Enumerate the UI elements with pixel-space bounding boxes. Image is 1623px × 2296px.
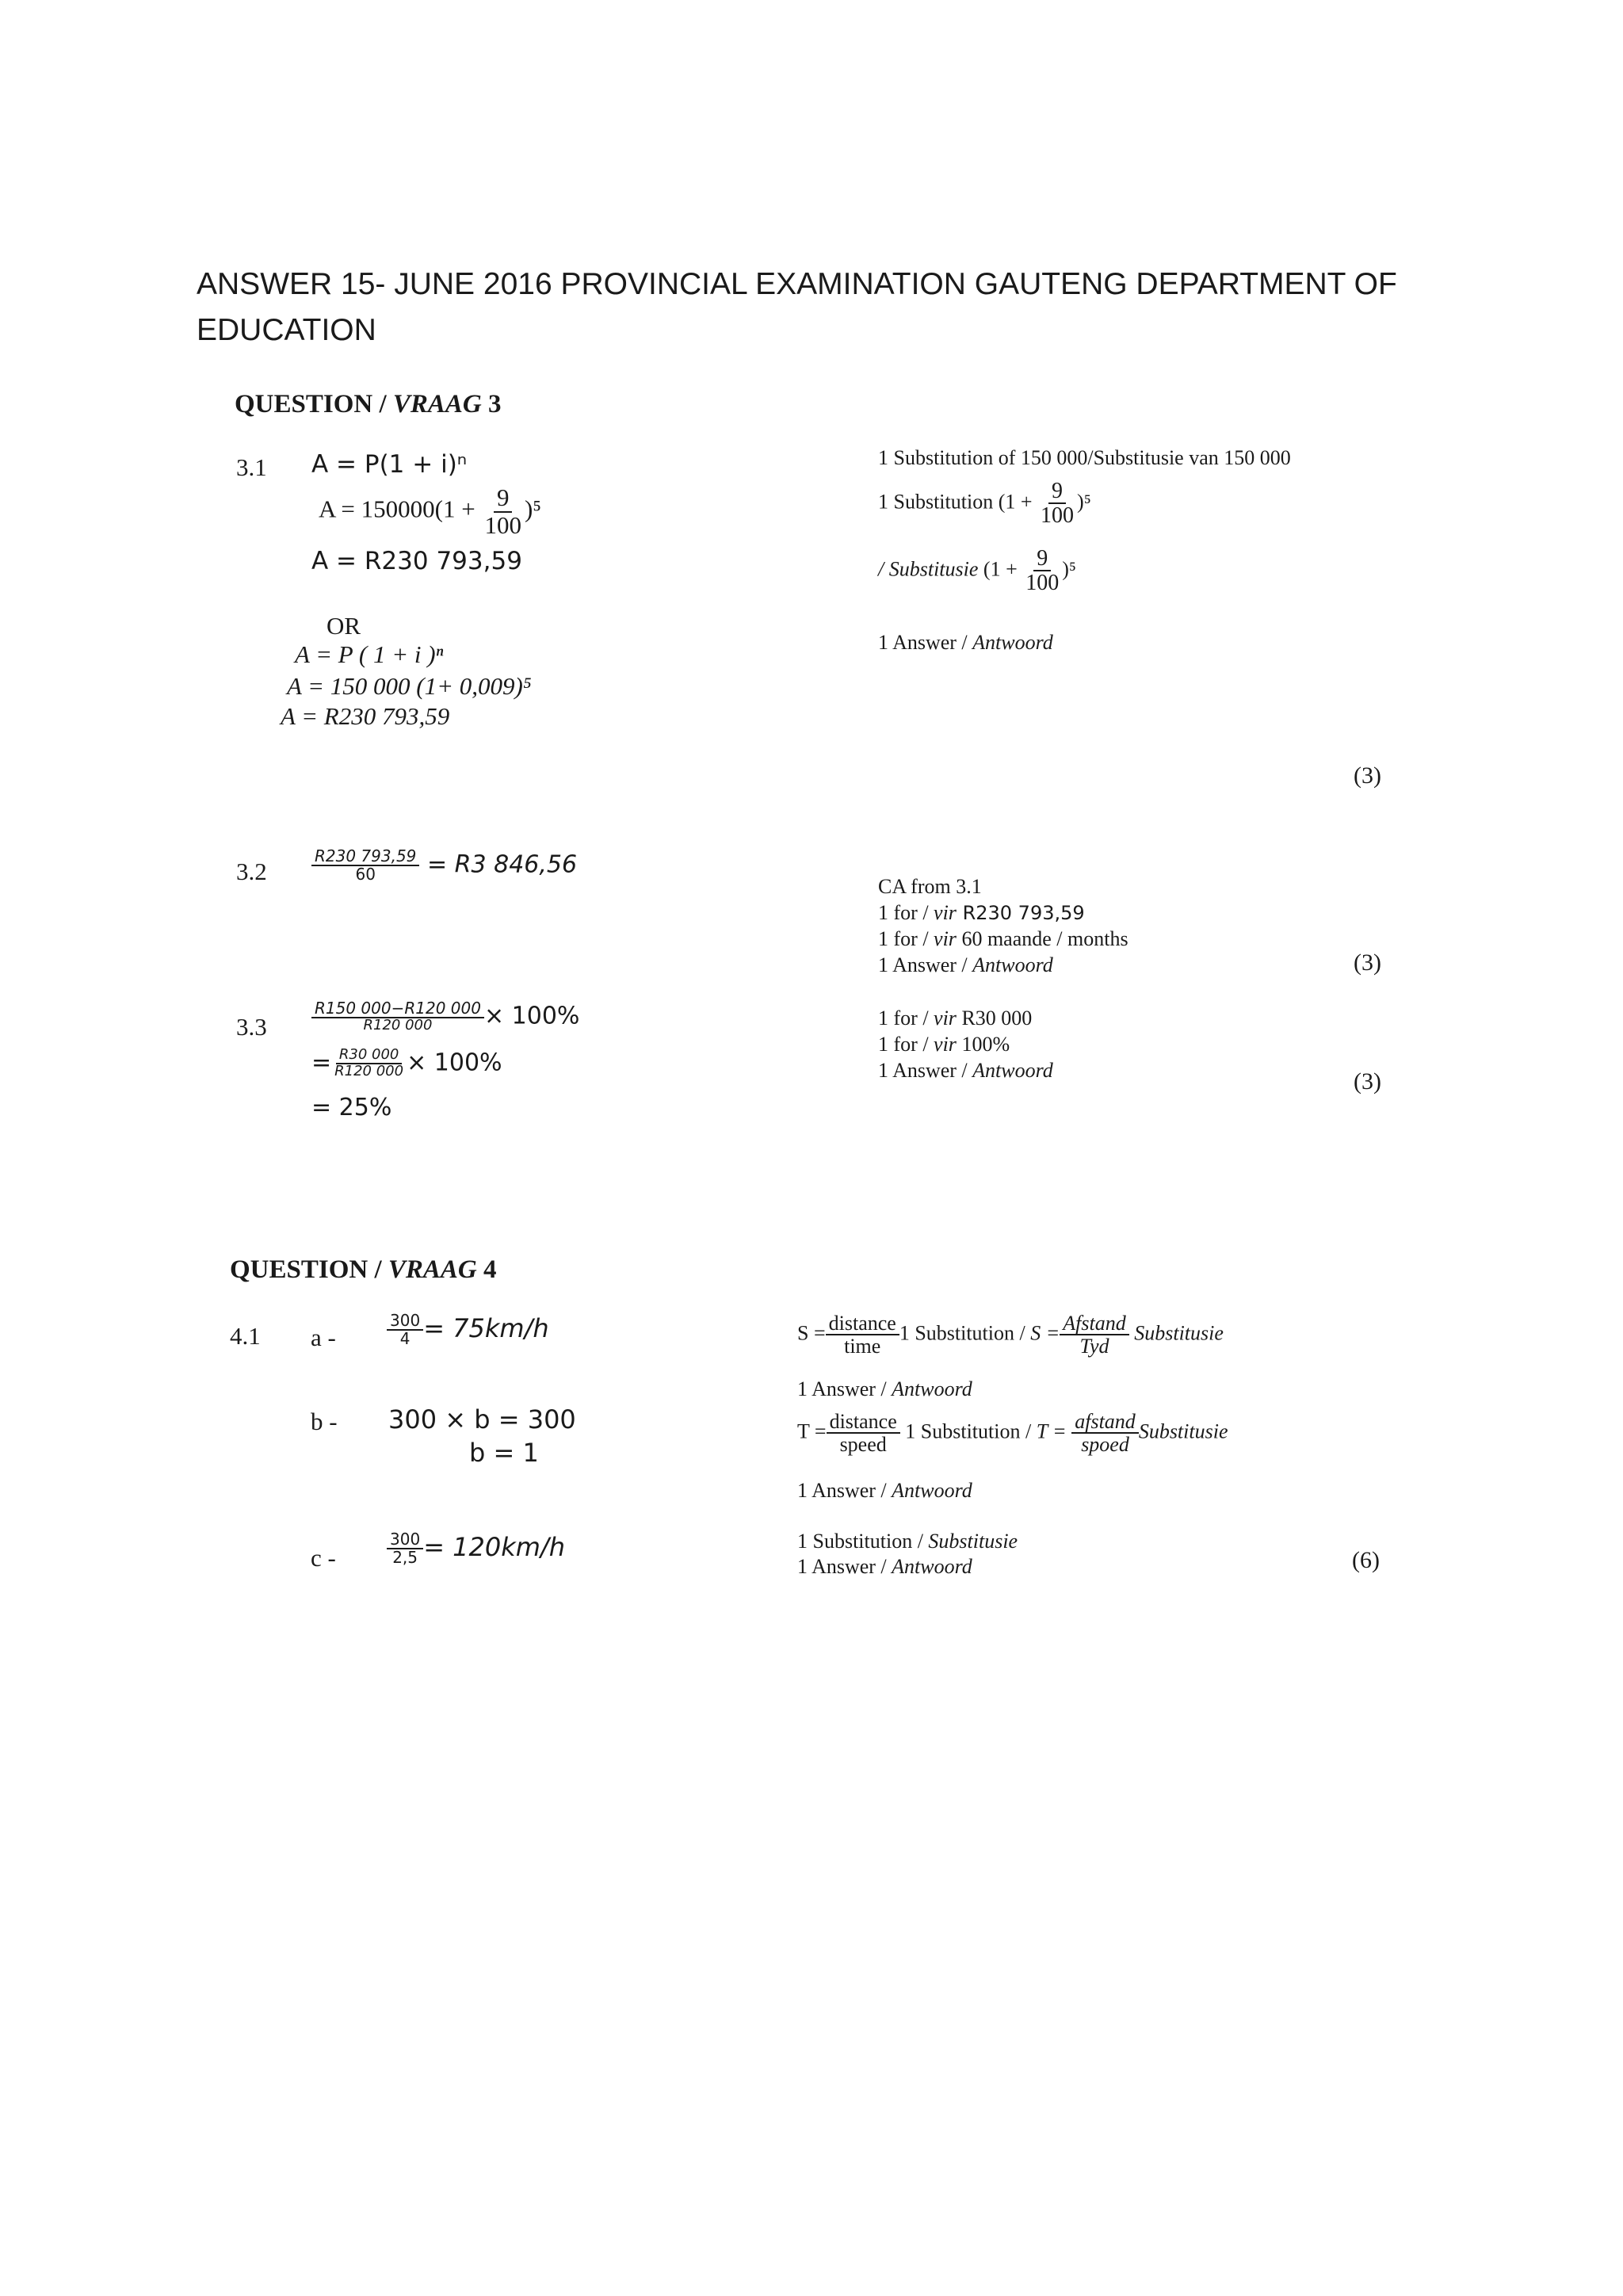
- fraction-distance-time: [826, 1312, 899, 1358]
- memo-3-1-line1: 1 Substitution of 150 000/Substitusie van 150 000: [878, 446, 1291, 469]
- numerator: R30 000: [336, 1048, 403, 1064]
- question-3-heading: [235, 390, 502, 419]
- fraction-4-1-a: [387, 1312, 423, 1347]
- memo-3-1-line2: [878, 479, 1091, 528]
- memo-text: 60 maande / months: [956, 927, 1128, 950]
- memo-text: Substitusie: [928, 1530, 1018, 1553]
- heading-vraag: VRAAG: [392, 390, 482, 418]
- denominator: 100: [1041, 503, 1075, 529]
- memo-4-1-b-line2: [797, 1479, 972, 1503]
- memo-text: 1 Answer /: [797, 1377, 892, 1400]
- memo-text: 1 Answer /: [878, 631, 973, 654]
- memo-text: Substitusie: [1134, 1321, 1224, 1345]
- memo-3-3-line1: [878, 1007, 1032, 1030]
- memo-text: Antwoord: [892, 1479, 972, 1502]
- marks-3-1: (3): [1354, 762, 1381, 789]
- part-b-label: b -: [311, 1408, 338, 1435]
- memo-text: R230 793,59: [956, 902, 1085, 924]
- heading-number: 4: [476, 1255, 497, 1284]
- denominator: 2,5: [392, 1548, 418, 1567]
- fraction-3-3-b: [331, 1048, 407, 1079]
- memo-text: / Substitusie: [878, 557, 979, 581]
- memo-text: 1 Substitution /: [905, 1419, 1037, 1443]
- memo-4-1-c-line1: [797, 1530, 1018, 1553]
- memo-text: 1 Substitution (1 +: [878, 490, 1038, 514]
- formula-3-3-line1: [311, 1000, 579, 1033]
- memo-text: 1 Answer /: [878, 1059, 973, 1082]
- formula-3-1-line1: A = P(1 + i)ⁿ: [311, 450, 468, 479]
- formula-4-1-b-line2: b = 1: [469, 1438, 539, 1468]
- numerator: distance: [826, 1312, 899, 1335]
- memo-text: 1 for /: [878, 901, 934, 924]
- denominator: 4: [399, 1329, 411, 1348]
- denominator: 100: [484, 510, 521, 539]
- memo-text: T =: [1036, 1419, 1067, 1443]
- memo-text: R30 000: [956, 1007, 1033, 1030]
- equals-sign: =: [311, 1049, 332, 1077]
- formula-3-1-line2: [319, 485, 541, 538]
- item-number-3-2: 3.2: [236, 858, 267, 885]
- memo-4-1-a-line2: [797, 1377, 972, 1401]
- numerator: R150 000−R120 000: [311, 1000, 484, 1018]
- memo-4-1-a-line1: [797, 1312, 1224, 1358]
- part-a-label: a -: [311, 1324, 336, 1351]
- denominator: speed: [839, 1433, 887, 1457]
- numerator: 300: [387, 1312, 423, 1331]
- denominator: time: [844, 1335, 881, 1358]
- memo-4-1-c-line2: [797, 1555, 972, 1579]
- or-label: OR: [327, 612, 361, 640]
- formula-result: = 120km/h: [423, 1532, 566, 1562]
- memo-text: 1 Answer /: [878, 953, 973, 976]
- memo-text: Antwoord: [972, 953, 1053, 976]
- numerator: 9: [494, 485, 513, 513]
- numerator: distance: [827, 1411, 900, 1434]
- fraction-distance-speed: [827, 1411, 900, 1456]
- denominator: R120 000: [363, 1017, 433, 1033]
- memo-text: 100%: [956, 1033, 1010, 1056]
- denominator: 60: [355, 865, 376, 884]
- formula-4-1-b-line1: 300 × b = 300: [388, 1404, 576, 1435]
- memo-text: 1 Answer /: [797, 1479, 892, 1502]
- memo-text: 1 Substitution /: [899, 1321, 1031, 1345]
- memo-3-1-line4: [878, 631, 1053, 655]
- memo-text: Substitusie: [1138, 1419, 1228, 1443]
- item-number-3-3: 3.3: [236, 1013, 267, 1041]
- fraction-4-1-c: [387, 1531, 423, 1566]
- marks-3-2: (3): [1354, 949, 1381, 976]
- formula-3-1-line3: A = R230 793,59: [311, 547, 522, 575]
- memo-3-3-line2: [878, 1033, 1010, 1056]
- memo-3-2-line1: CA from 3.1: [878, 875, 982, 898]
- formula-part: A = 150000(1 +: [319, 495, 482, 523]
- part-c-label: c -: [311, 1544, 336, 1572]
- fraction-afstand-spoed: [1071, 1411, 1139, 1456]
- memo-text: vir: [934, 1007, 957, 1030]
- numerator: afstand: [1071, 1411, 1139, 1434]
- formula-3-2: [311, 848, 577, 883]
- formula-4-1-c: [387, 1531, 565, 1566]
- document-title: ANSWER 15- JUNE 2016 PROVINCIAL EXAMINATION GAUTENG DEPARTMENT OF EDUCATION: [197, 267, 1397, 347]
- memo-text: 1 for /: [878, 1033, 934, 1056]
- memo-4-1-b-line1: [797, 1411, 1228, 1456]
- formula-4-1-a: [387, 1312, 549, 1347]
- fraction-9-over-100: [1037, 479, 1077, 528]
- heading-vraag: VRAAG: [388, 1255, 477, 1284]
- fraction-afstand-tyd: [1060, 1312, 1128, 1358]
- formula-result: = R3 846,56: [426, 850, 578, 879]
- formula-3-1-alt-line3: A = R230 793,59: [281, 702, 450, 730]
- item-number-3-1: 3.1: [236, 453, 267, 481]
- fraction-3-3-a: [311, 1000, 484, 1033]
- formula-3-3-result: = 25%: [311, 1094, 392, 1121]
- memo-text: vir: [934, 1033, 957, 1056]
- memo-3-2-line4: [878, 953, 1053, 977]
- memo-3-2-line2: [878, 901, 1085, 925]
- heading-text: QUESTION /: [230, 1255, 388, 1284]
- memo-text: 1 for /: [878, 927, 934, 950]
- marks-4-1: (6): [1352, 1547, 1380, 1573]
- memo-text: Antwoord: [972, 1059, 1053, 1082]
- formula-3-1-alt-line2: A = 150 000 (1+ 0,009)⁵: [287, 672, 532, 700]
- memo-3-2-line3: [878, 927, 1128, 951]
- memo-text: )⁵: [1077, 490, 1091, 514]
- marks-3-3: (3): [1354, 1068, 1381, 1095]
- memo-text: )⁵: [1062, 557, 1076, 581]
- formula-3-3-line2: [311, 1048, 502, 1079]
- memo-text: (1 +: [978, 557, 1023, 581]
- numerator: R230 793,59: [311, 848, 419, 866]
- heading-number: 3: [481, 390, 502, 418]
- numerator: 9: [1048, 479, 1066, 504]
- formula-part: )⁵: [524, 495, 542, 523]
- memo-text: vir: [934, 927, 957, 950]
- denominator: R120 000: [334, 1062, 404, 1079]
- memo-text: 1 Substitution /: [797, 1530, 929, 1553]
- fraction-3-2: [311, 848, 419, 883]
- question-4-heading: [230, 1255, 497, 1285]
- memo-3-1-line3: [878, 547, 1076, 595]
- memo-text: S =: [1030, 1321, 1060, 1345]
- item-number-4-1: 4.1: [230, 1322, 261, 1350]
- fraction-9-over-100: [481, 485, 525, 538]
- numerator: 9: [1033, 547, 1051, 571]
- memo-3-3-line3: [878, 1059, 1053, 1083]
- formula-3-1-alt-line1: A = P ( 1 + i )ⁿ: [295, 640, 444, 668]
- memo-text: vir: [934, 901, 957, 924]
- formula-part: × 100%: [483, 1002, 580, 1030]
- numerator: 300: [387, 1531, 423, 1549]
- memo-text: 1 for /: [878, 1007, 934, 1030]
- memo-text: Antwoord: [892, 1555, 972, 1578]
- memo-text: Antwoord: [892, 1377, 972, 1400]
- denominator: spoed: [1081, 1433, 1129, 1457]
- memo-text: T =: [797, 1419, 827, 1443]
- heading-text: QUESTION /: [235, 390, 393, 418]
- denominator: 100: [1025, 571, 1060, 596]
- denominator: Tyd: [1079, 1335, 1109, 1358]
- memo-text: S =: [797, 1321, 826, 1345]
- memo-text: Antwoord: [972, 631, 1053, 654]
- fraction-9-over-100: [1022, 547, 1062, 595]
- memo-text: 1 Answer /: [797, 1555, 892, 1578]
- formula-result: = 75km/h: [423, 1313, 549, 1343]
- numerator: Afstand: [1060, 1312, 1128, 1335]
- formula-part: × 100%: [407, 1049, 502, 1077]
